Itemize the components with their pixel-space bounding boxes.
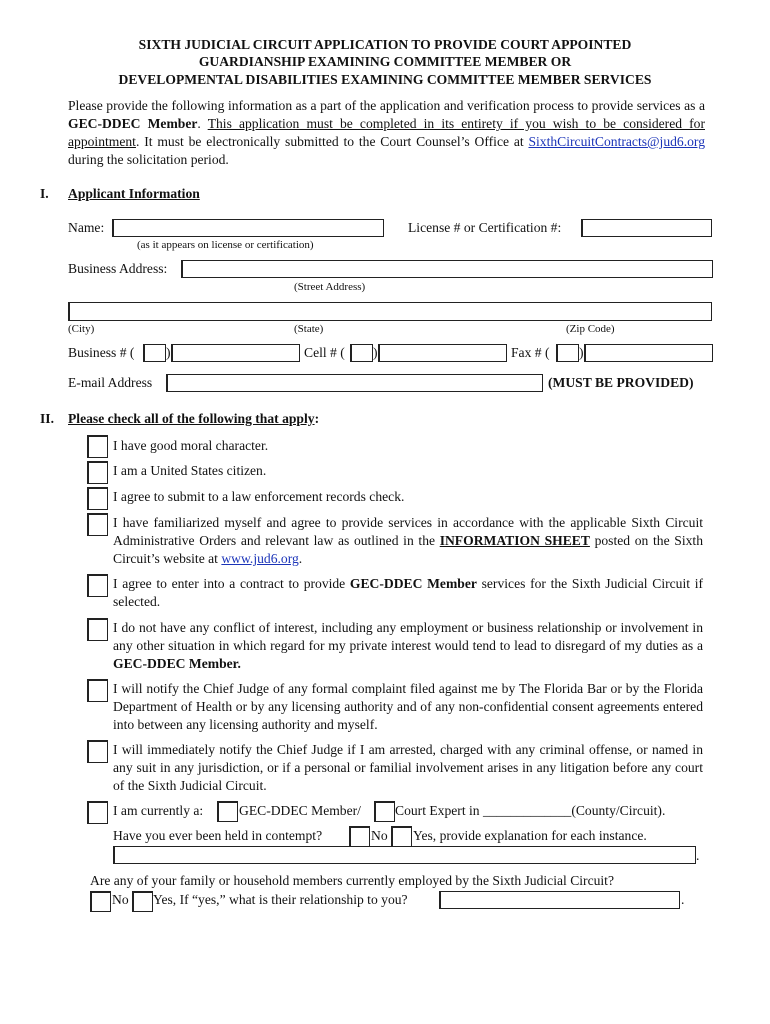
family-no-label: No bbox=[112, 892, 129, 907]
item-us-citizen: I am a United States citizen. bbox=[113, 463, 267, 478]
must-be-provided-note: (MUST BE PROVIDED) bbox=[548, 375, 694, 390]
records-check-checkbox[interactable] bbox=[87, 487, 108, 510]
admin-orders-checkbox[interactable] bbox=[87, 513, 108, 536]
contempt-no-checkbox[interactable] bbox=[349, 826, 370, 847]
jud6-website-link[interactable]: www.jud6.org bbox=[221, 551, 299, 566]
notify-arrest-checkbox[interactable] bbox=[87, 740, 108, 763]
document-title-line-1: SIXTH JUDICIAL CIRCUIT APPLICATION TO PROVIDE COURT APPOINTED bbox=[138, 37, 632, 52]
item4-text-3: . bbox=[298, 551, 303, 566]
court-expert-option: Court Expert in _____________(County/Circuit). bbox=[395, 803, 666, 818]
item4-text-1: I have familiarized myself and agree to provide services in accordance with the applicable Sixth Circuit Administrative Orders and relevant law as outlined in the bbox=[113, 515, 703, 548]
item-conflict-of-interest bbox=[113, 619, 703, 673]
item5-text-1: I agree to enter into a contract to provide bbox=[113, 576, 350, 591]
cell-area-code-field[interactable] bbox=[350, 344, 373, 362]
business-close-paren: ) bbox=[166, 345, 171, 360]
license-field[interactable] bbox=[581, 219, 712, 237]
contract-checkbox[interactable] bbox=[87, 574, 108, 597]
section-1-numeral: I. bbox=[40, 186, 49, 201]
fax-label: Fax # ( bbox=[511, 345, 550, 360]
family-employment-question: Are any of your family or household members currently employed by the Sixth Judicial Circuit? bbox=[90, 873, 614, 888]
item6-bold-role: GEC-DDEC Member. bbox=[113, 656, 241, 671]
family-yes-checkbox[interactable] bbox=[132, 891, 153, 912]
item-contract bbox=[113, 575, 703, 611]
section-2-title: Please check all of the following that apply bbox=[68, 411, 315, 426]
license-label: License # or Certification #: bbox=[408, 220, 562, 235]
item5-bold-role: GEC-DDEC Member bbox=[349, 576, 477, 591]
section-2-numeral: II. bbox=[40, 411, 54, 426]
email-field[interactable] bbox=[166, 374, 543, 392]
cell-close-paren: ) bbox=[373, 345, 378, 360]
item-notify-complaint: I will notify the Chief Judge of any formal complaint filed against me by The Florida Bar or by the Florida Department of Health or by any licensing authority and of any non-confidential consent agreements entered into between any licensing authority and myself. bbox=[113, 681, 703, 732]
contempt-yes-checkbox[interactable] bbox=[391, 826, 412, 847]
business-phone-field[interactable] bbox=[171, 344, 300, 362]
gec-ddec-member-checkbox[interactable] bbox=[217, 801, 238, 822]
information-sheet-label: INFORMATION SHEET bbox=[439, 533, 590, 548]
intro-bold-role: GEC-DDEC Member bbox=[68, 116, 198, 131]
city-state-zip-field[interactable] bbox=[68, 302, 712, 321]
notify-complaint-checkbox[interactable] bbox=[87, 679, 108, 702]
fax-area-code-field[interactable] bbox=[556, 344, 579, 362]
city-hint: (City) bbox=[68, 323, 95, 335]
intro-underlined-requirement: This application must be completed in its entirety if you wish to be considered for appointment bbox=[68, 116, 705, 149]
business-phone-label: Business # ( bbox=[68, 345, 135, 360]
contracts-email-link[interactable]: SixthCircuitContracts@jud6.org bbox=[528, 134, 705, 149]
contempt-no-label: No bbox=[371, 828, 388, 843]
cell-phone-field[interactable] bbox=[378, 344, 507, 362]
good-moral-character-checkbox[interactable] bbox=[87, 435, 108, 458]
intro-text-4: during the solicitation period. bbox=[68, 152, 229, 167]
document-title-line-2: GUARDIANSHIP EXAMINING COMMITTEE MEMBER OR bbox=[198, 54, 572, 69]
currently-label: I am currently a: bbox=[113, 803, 204, 818]
contempt-period: . bbox=[696, 848, 700, 863]
contempt-explanation-field[interactable] bbox=[113, 846, 696, 864]
cell-phone-label: Cell # ( bbox=[304, 345, 345, 360]
item6-text-1: I do not have any conflict of interest, including any employment or business relationship or involvement in any other situation in which regard for my private interest would tend to lead to disregard of my duties as a bbox=[113, 620, 703, 653]
street-hint: (Street Address) bbox=[294, 281, 366, 293]
family-relationship-field[interactable] bbox=[439, 891, 680, 909]
item-records-check: I agree to submit to a law enforcement records check. bbox=[113, 489, 405, 504]
item-notify-arrest: I will immediately notify the Chief Judge if I am arrested, charged with any criminal offense, or named in any suit in any jurisdiction, or if a personal or familial involvement arises in any litigation before any court of the Sixth Judicial Circuit. bbox=[113, 742, 703, 793]
family-period: . bbox=[681, 892, 685, 907]
family-no-checkbox[interactable] bbox=[90, 891, 111, 912]
gec-ddec-member-option: GEC-DDEC Member/ bbox=[239, 803, 361, 818]
intro-text-3: . It must be electronically submitted to the Court Counsel’s Office at bbox=[135, 134, 529, 149]
document-title-line-3: DEVELOPMENTAL DISABILITIES EXAMINING COMMITTEE MEMBER SERVICES bbox=[118, 72, 652, 87]
intro-text-2: . bbox=[197, 116, 208, 131]
item5-text-2: services for the Sixth Judicial Circuit if selected. bbox=[113, 576, 703, 609]
zip-hint: (Zip Code) bbox=[566, 323, 615, 335]
email-label: E-mail Address bbox=[68, 375, 153, 390]
item-admin-orders bbox=[113, 514, 703, 568]
name-field[interactable] bbox=[112, 219, 384, 237]
state-hint: (State) bbox=[294, 323, 324, 335]
business-address-label: Business Address: bbox=[68, 261, 168, 276]
currently-checkbox[interactable] bbox=[87, 801, 108, 824]
business-area-code-field[interactable] bbox=[143, 344, 166, 362]
intro-text-1: Please provide the following information as a part of the application and verification process to provide services as a bbox=[68, 98, 705, 113]
conflict-of-interest-checkbox[interactable] bbox=[87, 618, 108, 641]
fax-phone-field[interactable] bbox=[584, 344, 713, 362]
section-2-colon: : bbox=[314, 411, 320, 426]
name-label: Name: bbox=[68, 220, 105, 235]
family-yes-label: Yes, If “yes,” what is their relationship to you? bbox=[153, 892, 408, 907]
street-address-field[interactable] bbox=[181, 260, 713, 278]
fax-close-paren: ) bbox=[579, 345, 584, 360]
contempt-question: Have you ever been held in contempt? bbox=[113, 828, 323, 843]
court-expert-checkbox[interactable] bbox=[374, 801, 395, 822]
name-hint: (as it appears on license or certification) bbox=[137, 239, 314, 251]
contempt-yes-label: Yes, provide explanation for each instance. bbox=[413, 828, 647, 843]
intro-paragraph bbox=[68, 97, 705, 169]
us-citizen-checkbox[interactable] bbox=[87, 461, 108, 484]
item-good-moral-character: I have good moral character. bbox=[113, 438, 269, 453]
section-1-title: Applicant Information bbox=[68, 186, 200, 201]
item4-text-2: posted on the Sixth Circuit’s website at bbox=[113, 533, 704, 566]
